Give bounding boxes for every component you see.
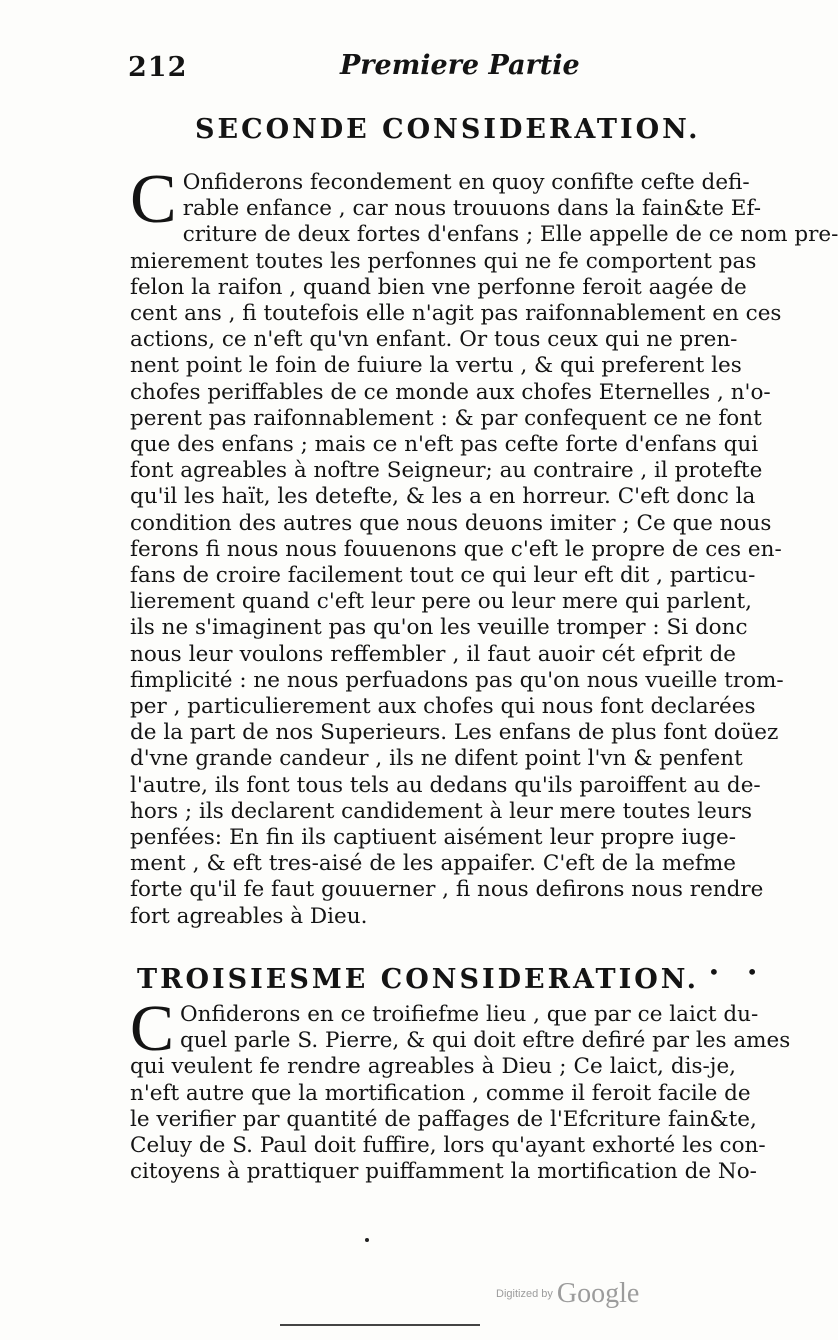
- text-line: quel parle S. Pierre, & qui doit eftre defiré par les ames: [180, 1028, 791, 1054]
- text-line: ferons fi nous nous fouuenons que c'eft le propre de ces en-: [130, 536, 782, 562]
- section-heading-seconde: SECONDE CONSIDERATION.: [195, 114, 701, 145]
- text-line: per , particulierement aux chofes qui nous font declarées: [130, 694, 756, 720]
- printer-marks: • •: [708, 960, 768, 984]
- text-line: cent ans , fi toutefois elle n'agit pas raifonnablement en ces: [130, 301, 782, 327]
- text-line: nous leur voulons reffembler , il faut auoir cét efprit de: [130, 641, 736, 667]
- text-line: Celuy de S. Paul doit fuffire, lors qu'ayant exhorté les con-: [130, 1133, 766, 1159]
- text-line: font agreables à noftre Seigneur; au contraire , il protefte: [130, 458, 763, 484]
- paragraph-troisiesme: [130, 992, 791, 1185]
- text-line: felon la raifon , quand bien vne perfonne feroit aagée de: [130, 274, 747, 300]
- text-line: fimplicité : ne nous perfuadons pas qu'on nous vueille trom-: [130, 667, 784, 693]
- text-line: nent point le foin de fuiure la vertu , & qui preferent les: [130, 353, 742, 379]
- drop-cap: C: [130, 161, 177, 238]
- paragraph-seconde: [130, 161, 838, 930]
- text-line: criture de deux fortes d'enfans ; Elle appelle de ce nom pre-: [182, 222, 838, 248]
- page-number: 212: [128, 52, 188, 83]
- text-line: fort agreables à Dieu.: [130, 903, 368, 929]
- text-line: rable enfance , car nous trouuons dans la fain&te Ef-: [182, 196, 761, 222]
- text-line: le verifier par quantité de paffages de l'Efcriture fain&te,: [130, 1106, 757, 1132]
- text-line: citoyens à prattiquer puiffamment la mortification de No-: [130, 1159, 757, 1185]
- text-line: hors ; ils declarent candidement à leur mere toutes leurs: [130, 798, 753, 824]
- google-logo: Google: [556, 1278, 640, 1309]
- text-line: lierement quand c'eft leur pere ou leur mere qui parlent,: [130, 589, 752, 615]
- text-line: qu'il les haït, les detefte, & les a en horreur. C'eft donc la: [130, 484, 756, 510]
- text-line: d'vne grande candeur , ils ne difent point l'vn & penfent: [130, 746, 743, 772]
- running-head: Premiere Partie: [340, 50, 580, 81]
- text-line: que des enfans ; mais ce n'eft pas cefte forte d'enfans qui: [130, 432, 759, 458]
- text-line: actions, ce n'eft qu'vn enfant. Or tous ceux qui ne pren-: [130, 327, 738, 353]
- text-line: penfées: En fin ils captiuent aisément leur propre iuge-: [130, 825, 736, 851]
- text-line: ils ne s'imaginent pas qu'on les veuille tromper : Si donc: [130, 615, 748, 641]
- text-line: l'autre, ils font tous tels au dedans qu'ils paroiffent au de-: [130, 772, 761, 798]
- text-line: de la part de nos Superieurs. Les enfans de plus font doüez: [130, 720, 779, 746]
- watermark-prefix: Digitized by: [496, 1288, 553, 1300]
- text-line: Onfiderons en ce troifiefme lieu , que par ce laict du-: [180, 1002, 759, 1027]
- text-line: forte qu'il fe faut gouuerner , fi nous defirons nous rendre: [130, 877, 764, 903]
- text-line: perent pas raifonnablement : & par confequent ce ne font: [130, 405, 762, 431]
- text-line: chofes periffables de ce monde aux chofes Eternelles , n'o-: [130, 379, 771, 405]
- digitized-watermark: [496, 1278, 639, 1310]
- text-line: Onfiderons fecondement en quoy confifte cefte defi-: [182, 170, 750, 195]
- drop-cap: C: [130, 992, 175, 1065]
- text-line: mierement toutes les perfonnes qui ne fe comportent pas: [130, 248, 757, 274]
- ink-dot: [365, 1238, 369, 1242]
- text-line: fans de croire facilement tout ce qui leur eft dit , particu-: [130, 563, 756, 589]
- text-line: qui veulent fe rendre agreables à Dieu ; Ce laict, dis-je,: [130, 1054, 736, 1080]
- text-line: n'eft autre que la mortification , comme il feroit facile de: [130, 1080, 751, 1106]
- section-heading-troisiesme: TROISIESME CONSIDERATION.: [137, 964, 700, 995]
- text-line: condition des autres que nous deuons imiter ; Ce que nous: [130, 510, 772, 536]
- bottom-rule: [280, 1324, 480, 1326]
- text-line: ment , & eft tres-aisé de les appaifer. C'eft de la mefme: [130, 851, 736, 877]
